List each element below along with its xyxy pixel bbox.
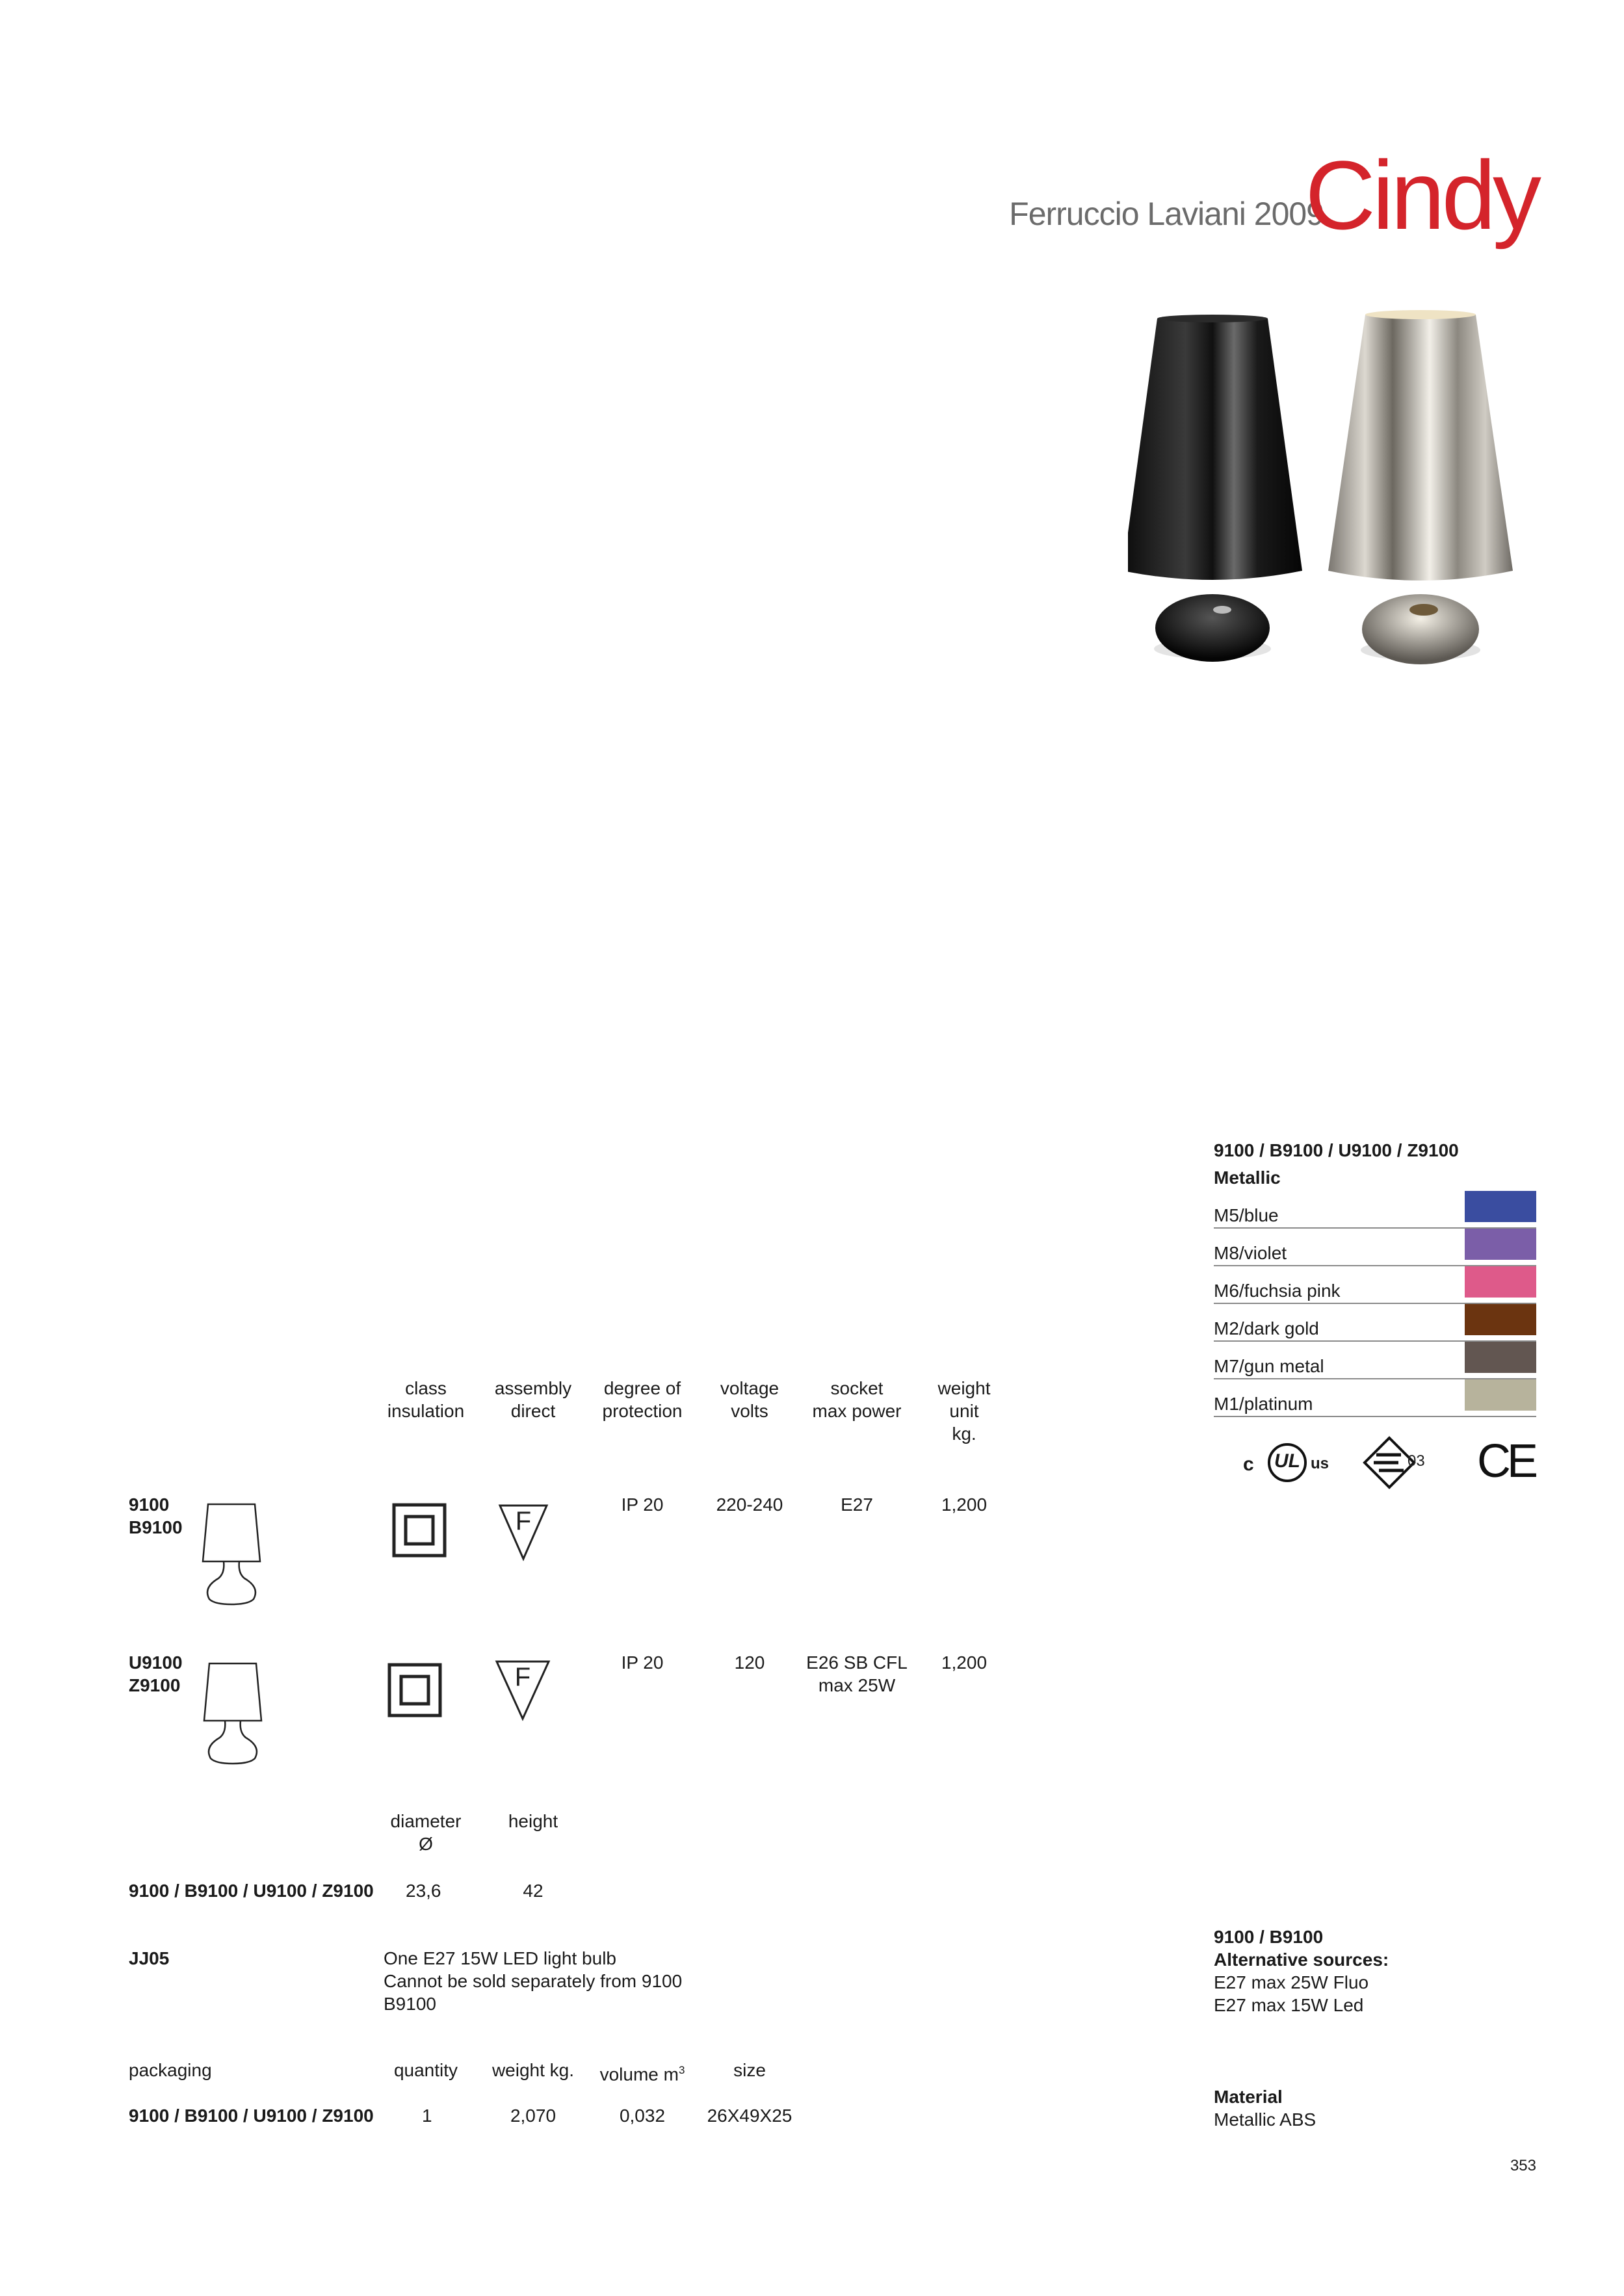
swatch-row	[1214, 1379, 1536, 1417]
row2-protection: IP 20	[621, 1652, 664, 1673]
dimensions-codes: 9100 / B9100 / U9100 / Z9100	[129, 1881, 374, 1901]
swatch-color-violet	[1465, 1229, 1536, 1260]
accessory-code: JJ05	[129, 1948, 170, 1968]
double-insulation-icon	[387, 1663, 442, 1717]
swatch-row	[1214, 1229, 1536, 1266]
ul-listed-icon: c UL us	[1243, 1443, 1341, 1486]
row2-voltage: 120	[734, 1652, 765, 1673]
swatch-label: M2/dark gold	[1214, 1318, 1319, 1338]
packaging-quantity: 1	[422, 2106, 432, 2126]
packaging-size: 26X49X25	[707, 2106, 792, 2126]
packaging-volume-label: volume $m^3$	[599, 2064, 685, 2085]
packaging-codes: 9100 / B9100 / U9100 / Z9100	[129, 2106, 374, 2126]
row1-voltage: 220-240	[716, 1494, 783, 1515]
lamp-outline-icon	[195, 1502, 267, 1606]
swatch-label: M8/violet	[1214, 1243, 1287, 1263]
f-mark-triangle-icon: F	[497, 1500, 549, 1563]
double-insulation-icon	[392, 1503, 447, 1558]
swatch-row	[1214, 1304, 1536, 1342]
row1-weight: 1,200	[941, 1494, 988, 1515]
row2-weight: 1,200	[941, 1652, 988, 1673]
swatch-color-gun-metal	[1465, 1342, 1536, 1373]
swatch-color-blue	[1465, 1191, 1536, 1222]
ce-mark-icon: CE	[1477, 1435, 1535, 1487]
dimensions-diameter: 23,6	[406, 1881, 441, 1901]
header-socket: socket max power	[812, 1378, 902, 1421]
lamp-outline-icon	[196, 1661, 268, 1765]
row2-socket: E26 SB CFL max 25W	[806, 1652, 908, 1695]
header-degree-of-protection: degree of protection	[602, 1378, 683, 1421]
packaging-label: packaging	[129, 2060, 212, 2080]
packaging-weight-label: weight kg.	[491, 2060, 575, 2080]
product-title: Cindy	[1305, 140, 1538, 250]
header-class-insulation: class insulation	[387, 1378, 465, 1421]
packaging-weight: 2,070	[510, 2106, 557, 2126]
row1-protection: IP 20	[621, 1494, 664, 1515]
row1-socket: E27	[841, 1494, 873, 1515]
f-mark-triangle-icon: F	[494, 1658, 551, 1723]
dimensions-height: 42	[523, 1881, 544, 1901]
packaging-size-label: size	[733, 2060, 766, 2080]
swatch-label: M7/gun metal	[1214, 1356, 1324, 1376]
designer-year: Ferruccio Laviani 2009	[1009, 196, 1324, 232]
row1-codes: 9100 B9100	[129, 1494, 183, 1537]
swatch-label: M5/blue	[1214, 1205, 1279, 1225]
header-weight: weight unit kg.	[937, 1378, 991, 1444]
swatch-label: M1/platinum	[1214, 1394, 1313, 1414]
finishes-codes: 9100 / B9100 / U9100 / Z9100	[1214, 1140, 1459, 1160]
swatch-color-fuchsia-pink	[1465, 1266, 1536, 1298]
row2-codes: U9100 Z9100	[129, 1652, 183, 1695]
material: Material Metallic ABS	[1214, 2087, 1316, 2130]
packaging-volume: 0,032	[619, 2106, 666, 2126]
swatch-row	[1214, 1191, 1536, 1229]
page-number: 353	[1510, 2157, 1536, 2174]
accessory-description: One E27 15W LED light bulb Cannot be sold separately from 9100 B9100	[384, 1948, 683, 2014]
swatch-color-platinum	[1465, 1379, 1536, 1411]
alt-sources: 9100 / B9100 Alternative sources: E27 max 25W Fluo E27 max 15W Led	[1214, 1927, 1389, 2015]
enec-mark-icon: 03	[1362, 1435, 1427, 1490]
product-photo	[1128, 272, 1538, 688]
finishes-title: Metallic	[1214, 1168, 1281, 1188]
swatch-row	[1214, 1342, 1536, 1379]
swatch-label: M6/fuchsia pink	[1214, 1281, 1341, 1301]
swatch-color-dark-gold	[1465, 1304, 1536, 1335]
header-diameter: diameter Ø	[390, 1811, 462, 1854]
swatch-row	[1214, 1266, 1536, 1304]
header-height: height	[508, 1811, 558, 1831]
header-voltage: voltage volts	[720, 1378, 779, 1421]
header-assembly-direct: assembly direct	[494, 1378, 572, 1421]
packaging-quantity-label: quantity	[393, 2060, 458, 2080]
